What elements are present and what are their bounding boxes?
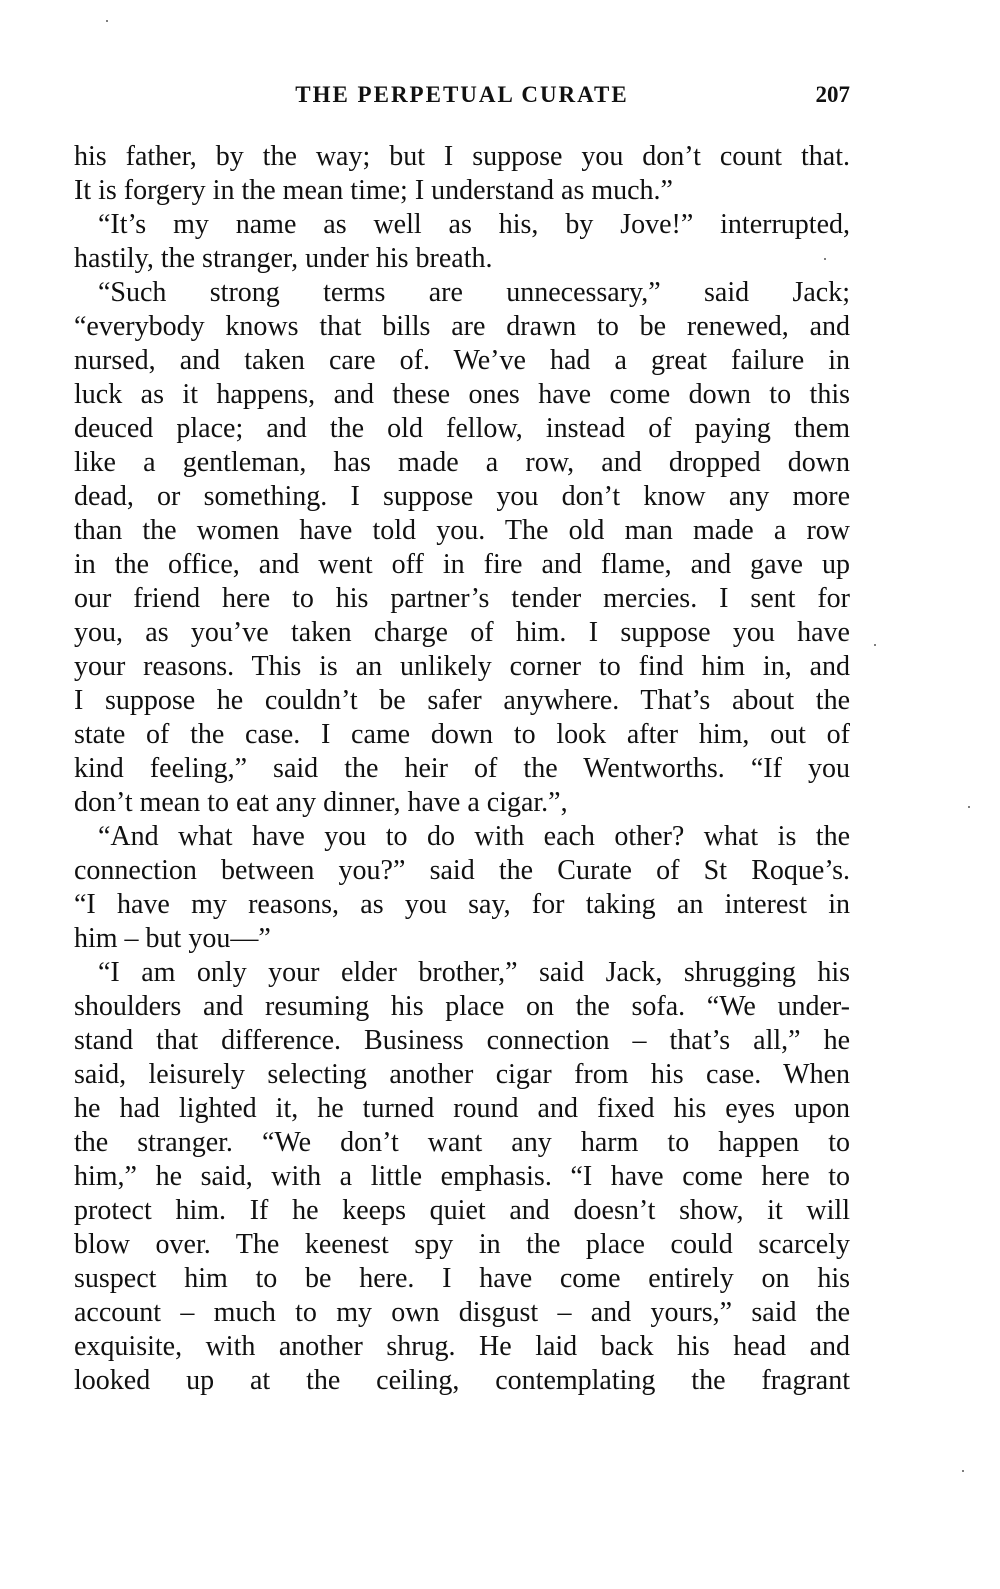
text-line: connection between you?” said the Curate of St Roque’s. xyxy=(74,855,850,886)
text-line: “everybody knows that bills are drawn to be renewed, and xyxy=(74,311,850,342)
text-line: you, as you’ve taken charge of him. I suppose you have xyxy=(74,617,850,648)
text-line: “It’s my name as well as his, by Jove!” interrupted, xyxy=(98,209,850,240)
text-line: “I have my reasons, as you say, for taking an interest in xyxy=(74,889,850,920)
text-line: “I am only your elder brother,” said Jack, shrugging his xyxy=(98,957,850,988)
text-line: than the women have told you. The old man made a row xyxy=(74,515,850,546)
page-number: 207 xyxy=(815,82,850,107)
text-line: our friend here to his partner’s tender mercies. I sent for xyxy=(74,583,850,614)
scan-speck xyxy=(968,806,970,808)
text-line: It is forgery in the mean time; I understand as much.” xyxy=(74,175,673,206)
text-line: stand that difference. Business connection – that’s all,” he xyxy=(74,1025,850,1056)
text-line: “And what have you to do with each other? what is the xyxy=(98,821,850,852)
scan-speck xyxy=(106,20,108,22)
text-line: protect him. If he keeps quiet and doesn’t show, it will xyxy=(74,1195,850,1226)
text-line: shoulders and resuming his place on the sofa. “We under- xyxy=(74,991,850,1022)
text-line: exquisite, with another shrug. He laid back his head and xyxy=(74,1331,850,1362)
text-line: him – but you—” xyxy=(74,923,271,954)
text-line: I suppose he couldn’t be safer anywhere. That’s about the xyxy=(74,685,850,716)
text-line: hastily, the stranger, under his breath. xyxy=(74,243,493,274)
body-text xyxy=(74,140,850,1398)
text-line: “Such strong terms are unnecessary,” said Jack; xyxy=(98,277,850,308)
text-line: in the office, and went off in fire and flame, and gave up xyxy=(74,549,850,580)
text-line: like a gentleman, has made a row, and dropped down xyxy=(74,447,850,478)
text-line: kind feeling,” said the heir of the Wentworths. “If you xyxy=(74,753,850,784)
text-line: don’t mean to eat any dinner, have a cigar.”, xyxy=(74,787,568,818)
scan-speck xyxy=(874,644,876,646)
text-line: dead, or something. I suppose you don’t know any more xyxy=(74,481,850,512)
text-line: him,” he said, with a little emphasis. “I have come here to xyxy=(74,1161,850,1192)
text-line: state of the case. I came down to look after him, out of xyxy=(74,719,850,750)
scan-speck xyxy=(824,258,826,260)
text-line: his father, by the way; but I suppose you don’t count that. xyxy=(74,141,850,172)
text-line: he had lighted it, he turned round and fixed his eyes upon xyxy=(74,1093,850,1124)
text-line: said, leisurely selecting another cigar from his case. When xyxy=(74,1059,850,1090)
text-line: your reasons. This is an unlikely corner to find him in, and xyxy=(74,651,850,682)
text-line: account – much to my own disgust – and yours,” said the xyxy=(74,1297,850,1328)
text-line: suspect him to be here. I have come entirely on his xyxy=(74,1263,850,1294)
scan-speck xyxy=(962,1470,964,1472)
running-header xyxy=(74,82,850,112)
running-title: THE PERPETUAL CURATE xyxy=(295,82,629,107)
text-line: luck as it happens, and these ones have come down to this xyxy=(74,379,850,410)
text-line: looked up at the ceiling, contemplating the fragrant xyxy=(74,1365,850,1396)
text-line: nursed, and taken care of. We’ve had a great failure in xyxy=(74,345,850,376)
text-line: deuced place; and the old fellow, instead of paying them xyxy=(74,413,850,444)
text-line: blow over. The keenest spy in the place could scarcely xyxy=(74,1229,850,1260)
text-line: the stranger. “We don’t want any harm to happen to xyxy=(74,1127,850,1158)
